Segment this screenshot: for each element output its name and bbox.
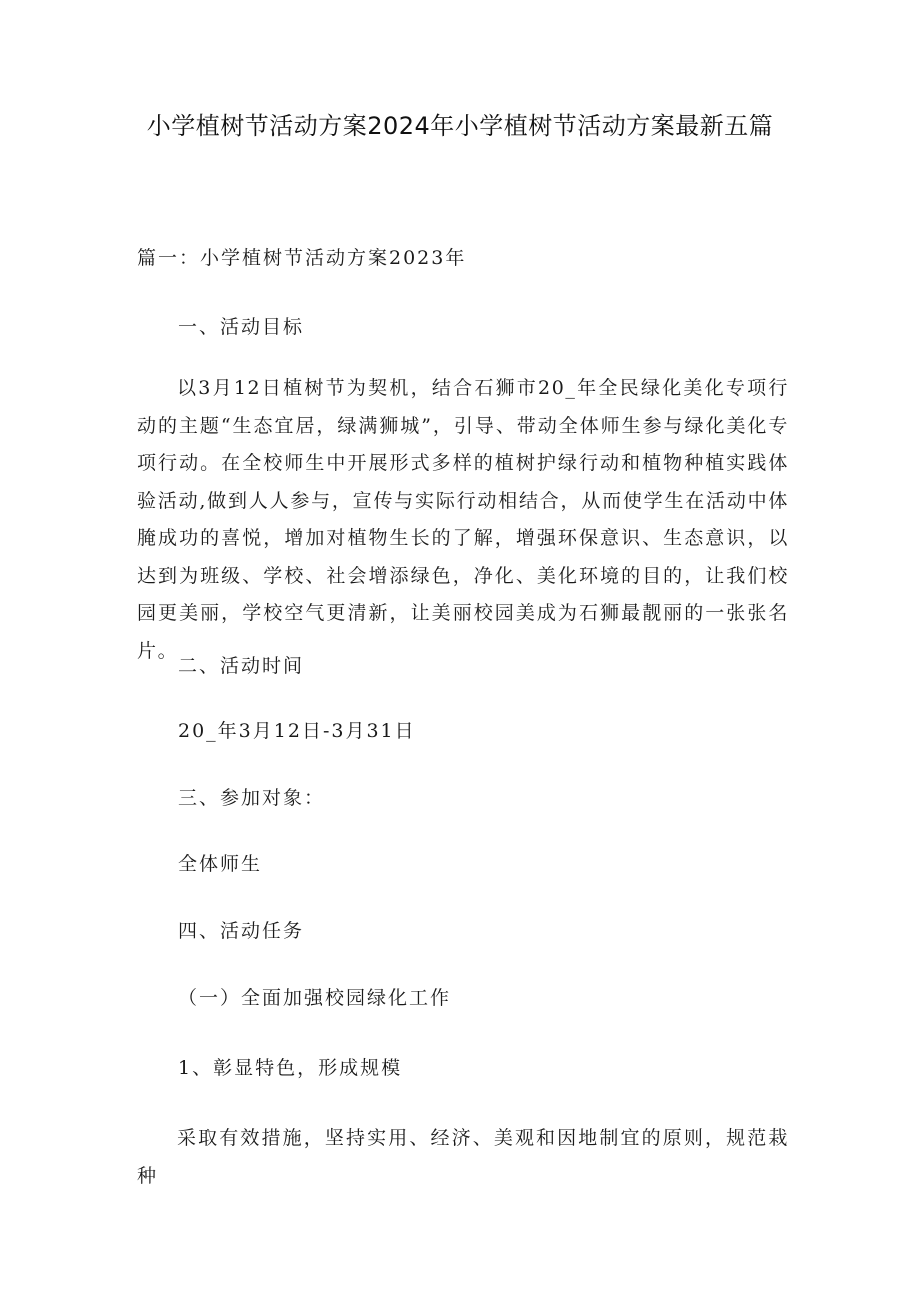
time-value: 20_年3月12日-3月31日	[178, 720, 416, 742]
task-item-heading: 1、彰显特色，形成规模	[178, 1057, 403, 1079]
chapter-heading: 篇一：小学植树节活动方案2023年	[137, 247, 467, 269]
goal-paragraph: 以3月12日植树节为契机，结合石狮市20_年全民绿化美化专项行动的主题“生态宜居，绿满狮城”，引导、带动全体师生参与绿化美化专项行动。在全校师生中开展形式多样的植树护绿行动和植物种植实践体验活动,做到人人参与，宣传与实际行动相结合，从而使学生在活动中体腌成功的喜悦，增加对植物生长的了解，增强环保意识、生态意识，以达到为班级、学校、社会增添绿色，净化、美化环境的目的，让我们校园更美丽，学校空气更清新，让美丽校园美成为石狮最靓丽的一张张名片。	[137, 377, 789, 662]
section-heading-participants: 三、参加对象：	[178, 787, 326, 809]
task-item-paragraph: 采取有效措施，坚持实用、经济、美观和因地制宜的原则，规范栽种	[137, 1127, 789, 1187]
section-heading-goal: 一、活动目标	[178, 316, 305, 338]
section-heading-time: 二、活动时间	[178, 655, 305, 677]
task-sub-heading: （一）全面加强校园绿化工作	[178, 987, 452, 1009]
participants-value: 全体师生	[178, 853, 263, 875]
document-title: 小学植树节活动方案2024年小学植树节活动方案最新五篇	[146, 112, 774, 140]
section-heading-tasks: 四、活动任务	[178, 920, 305, 942]
